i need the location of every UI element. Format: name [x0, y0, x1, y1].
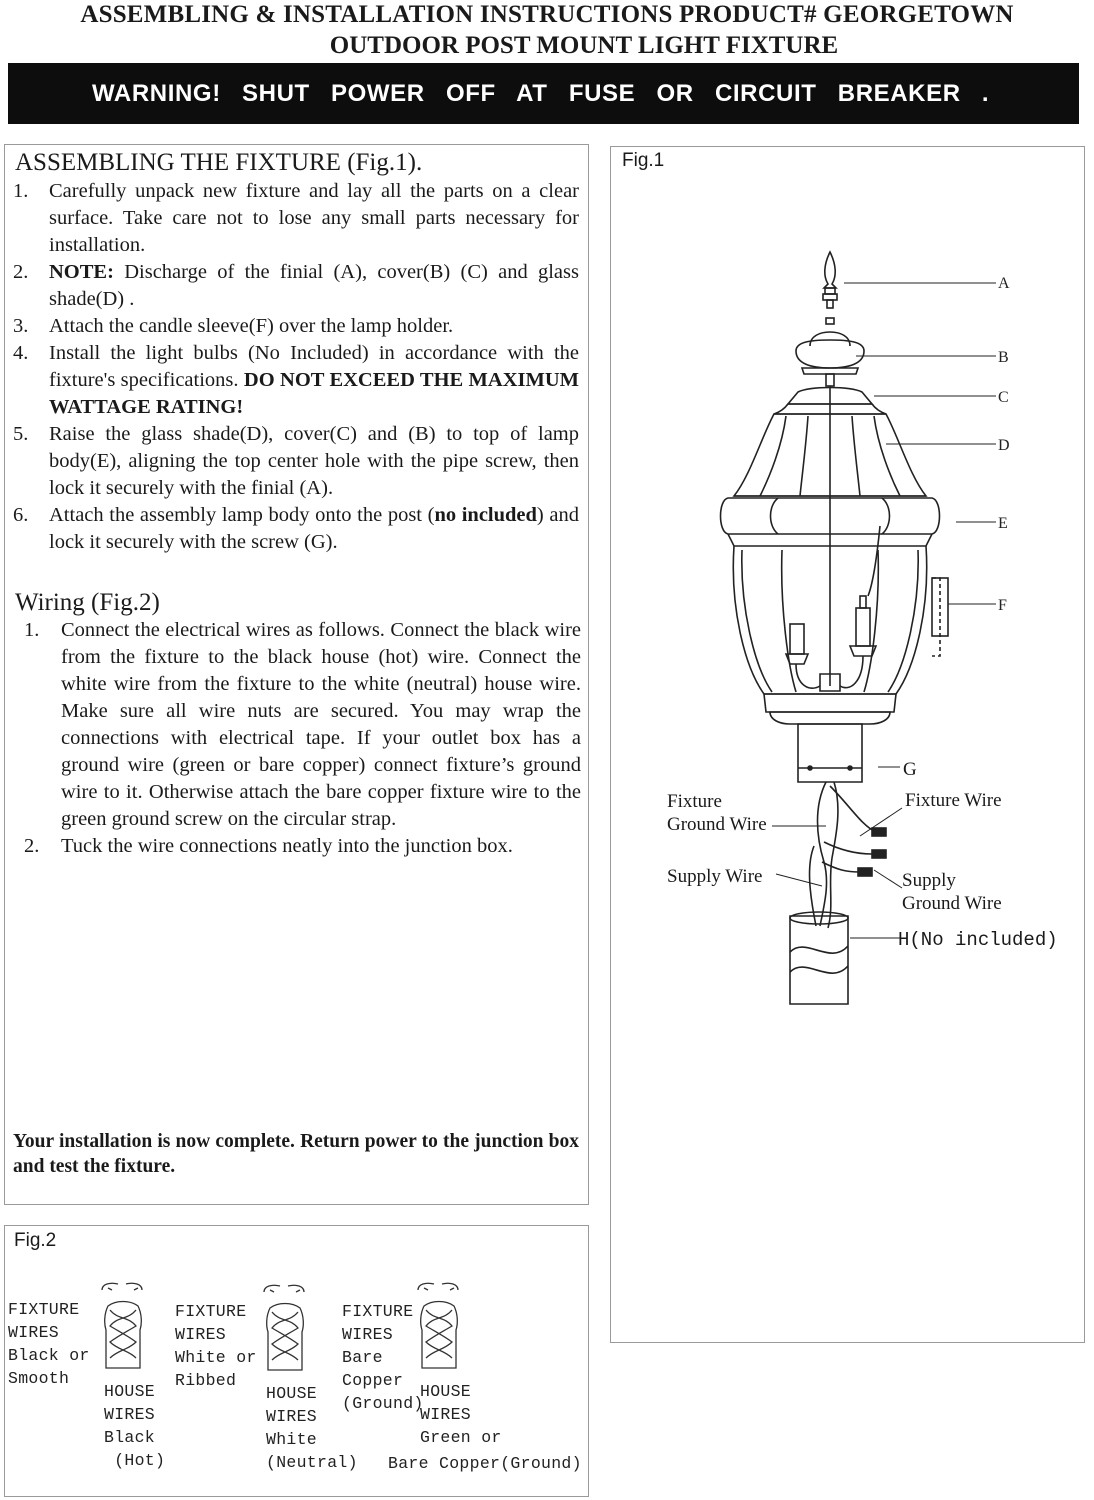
fig2-col1-house-wires: HOUSE WIRES Black (Hot): [104, 1382, 166, 1470]
completion-note: Your installation is now complete. Return power to the junction box and test the fixture.: [13, 1131, 579, 1177]
warning-banner: WARNING! SHUT POWER OFF AT FUSE OR CIRCUIT BREAKER .: [8, 63, 1079, 124]
supply-wire-label: Supply Wire: [667, 866, 763, 887]
callout-d: D: [998, 437, 1010, 454]
fixture-wire-label: Fixture Wire: [905, 790, 1002, 811]
callout-g: G: [903, 759, 917, 780]
assembling-step: 3. Attach the candle sleeve(F) over the lamp holder.: [13, 315, 454, 337]
wire-nut-3: [412, 1280, 466, 1380]
fixture-ground-wire-label-2: Ground Wire: [667, 814, 767, 835]
document-title-line-2: OUTDOOR POST MOUNT LIGHT FIXTURE: [329, 32, 839, 59]
assembling-step: 5. Raise the glass shade(D), cover(C) and (B) to top of lamp body(E), aligning the top center hole with the pipe screw, then lock it securely with the finial (A).: [13, 423, 579, 499]
candle-sleeve-part: [856, 608, 870, 646]
callout-a: A: [998, 275, 1010, 292]
finial-part: [824, 252, 836, 288]
assembling-step: 4. Install the light bulbs (No Included) in accordance with the fixture's specifications. DO NOT EXCEED THE MAXIMUM WATTAGE RATING!: [13, 342, 579, 418]
wire-nut-1: [96, 1280, 150, 1380]
assembling-step: 2. NOTE: Discharge of the finial (A), cover(B) (C) and glass shade(D) .: [13, 261, 579, 310]
assembling-step: 6. Attach the assembly lamp body onto the post (no included) and lock it securely with the screw (G).: [13, 504, 579, 553]
fixture-ground-wire-label-1: Fixture: [667, 791, 722, 812]
wiring-step: 1. Connect the electrical wires as follows. Connect the black wire from the fixture to the black house (hot) wire. Connect the white wire from the fixture to the white (neutral) house wire. Make sure all wire nuts are secured. You may wrap the connections with electrical tape. If your outlet box has a ground wire (green or bare copper) connect fixture’s ground wire to it. Otherwise attach the bare copper fixture wire to the green ground screw on the circular strap.: [24, 619, 581, 830]
fig2-col3-house-wires-type: Bare Copper(Ground): [388, 1454, 582, 1473]
assembling-steps: [13, 178, 579, 556]
fig2-col3-house-wires: HOUSE WIRES Green or: [420, 1382, 502, 1447]
fig2-col1-fixture-wires: FIXTURE WIRES Black or Smooth: [8, 1300, 90, 1388]
post-fitter-part: [798, 724, 862, 782]
fig2-col3-fixture-wires: FIXTURE WIRES Bare Copper (Ground): [342, 1302, 424, 1413]
post-part: [790, 916, 848, 1004]
wire-nut-2: [258, 1282, 312, 1382]
callout-e: E: [998, 515, 1008, 532]
assembling-heading: ASSEMBLING THE FIXTURE (Fig.1).: [15, 149, 423, 176]
post-label: H(No included): [898, 929, 1058, 951]
lantern-fixture-diagram: [610, 146, 1085, 1016]
callout-f: F: [998, 597, 1007, 614]
fig2-col2-house-wires: HOUSE WIRES White (Neutral): [266, 1384, 358, 1472]
document-title-line-1: ASSEMBLING & INSTALLATION INSTRUCTIONS PRODUCT# GEORGETOWN: [80, 1, 1014, 28]
wiring-step: 2. Tuck the wire connections neatly into the junction box.: [24, 835, 513, 857]
assembling-step: 1. Carefully unpack new fixture and lay all the parts on a clear surface. Take care not to lose any small parts necessary for installation.: [13, 180, 579, 256]
callout-c: C: [998, 389, 1009, 406]
fixture-wires: [818, 782, 827, 926]
cover-b-part: [810, 332, 850, 346]
wiring-steps: [24, 617, 581, 860]
fig2-col2-fixture-wires: FIXTURE WIRES White or Ribbed: [175, 1302, 257, 1390]
figure-1-label: Fig.1: [622, 150, 665, 171]
callout-b: B: [998, 349, 1009, 366]
wiring-heading: Wiring (Fig.2): [15, 589, 160, 616]
figure-2-label: Fig.2: [14, 1230, 57, 1251]
supply-ground-wire-label-2: Ground Wire: [902, 893, 1002, 914]
supply-ground-wire-label-1: Supply: [902, 870, 956, 891]
